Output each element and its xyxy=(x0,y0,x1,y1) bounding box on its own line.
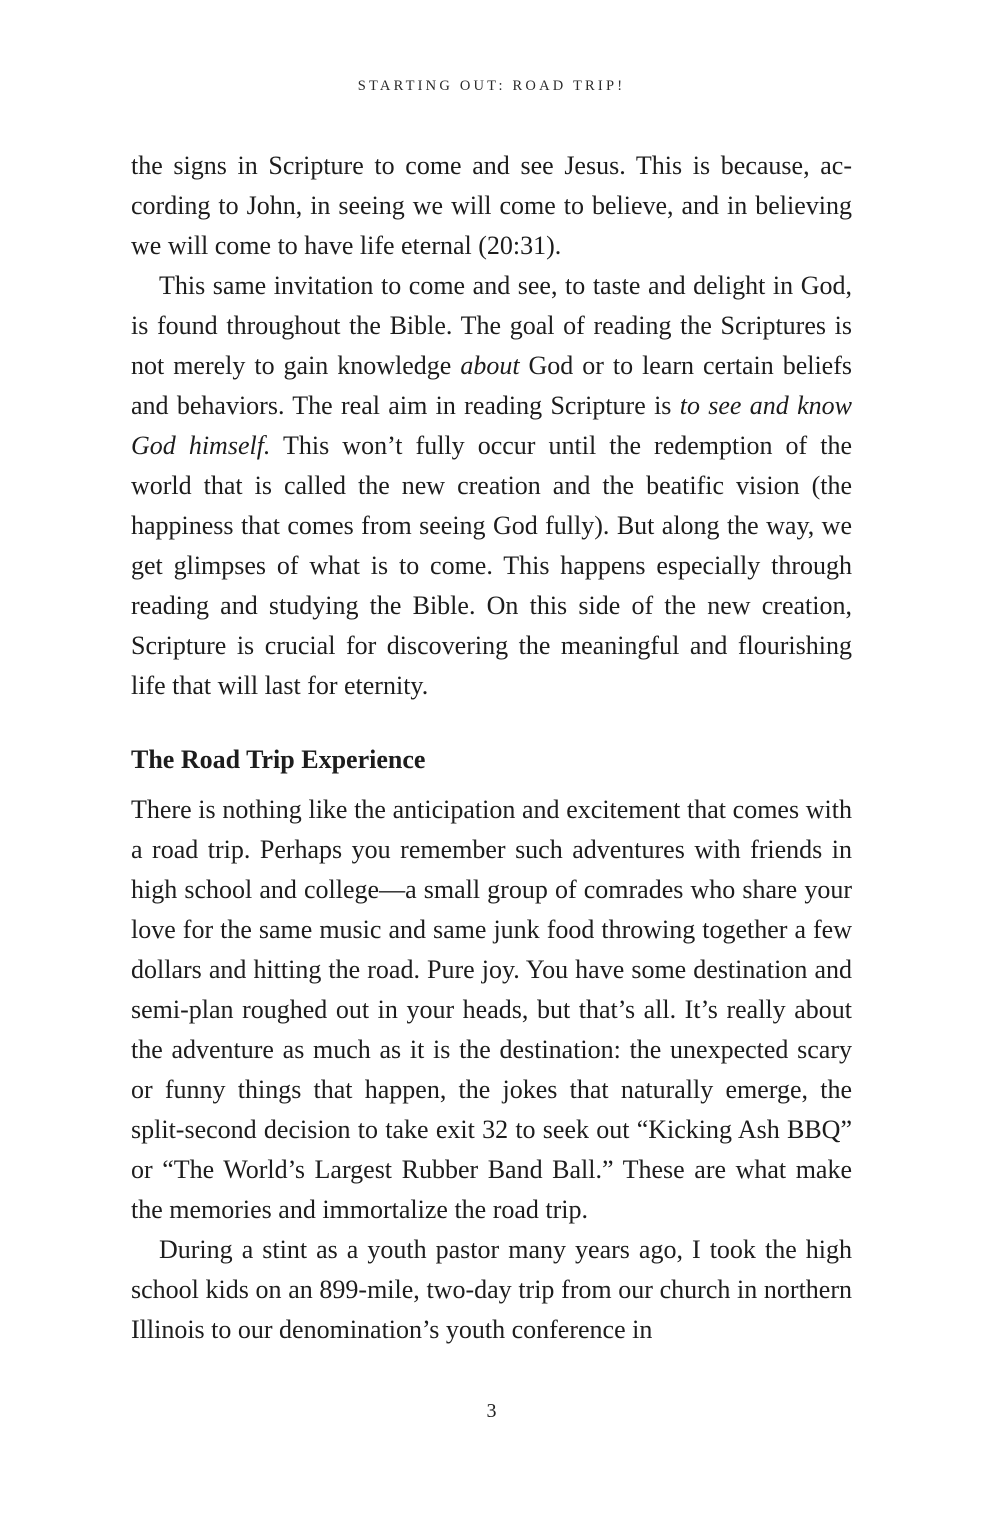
page-number: 3 xyxy=(486,1400,497,1422)
emphasis-about: about xyxy=(460,351,520,380)
paragraph-2 xyxy=(131,266,852,706)
paragraph-1: the signs in Scripture to come and see Jesus. This is because, according to John, in seeing we will come to believe, and in believing we will come to have life eternal (20:31). xyxy=(131,151,852,260)
paragraph-3: There is nothing like the anticipation and excitement that comes with a road trip. Perhaps you remember such adventures with friends in high school and college—a small group of comrades who share your love for the same music and same junk food throwing together a few dollars and hitting the road. Pure joy. You have some destination and semi-plan roughed out in your heads, but that’s all. It’s really about the adventure as much as it is the destination: the unexpected scary or funny things that happen, the jokes that naturally emerge, the split-second decision to take exit 32 to seek out “Kicking Ash BBQ” or “The World’s Largest Rubber Band Ball.” These are what make the memories and immortalize the road trip. xyxy=(131,795,852,1224)
emphasis-see-know-god: to see and know God himself. xyxy=(131,391,852,460)
running-header: STARTING OUT: ROAD TRIP! xyxy=(357,78,626,94)
section-heading: The Road Trip Experience xyxy=(131,745,426,774)
paragraph-2-text-b: God or to learn certain beliefs and behaviors. The real aim in reading Scripture is xyxy=(131,351,852,420)
body-text xyxy=(131,146,852,1350)
paragraph-2-text-a: This same invitation to come and see, to taste and delight in God, is found throughout the Bible. The goal of reading the Scriptures is not merely to gain knowledge xyxy=(131,271,852,380)
paragraph-4: During a stint as a youth pastor many years ago, I took the high school kids on an 899-mile, two-day trip from our church in northern Illinois to our denomination’s youth conference in xyxy=(131,1235,852,1344)
paragraph-2-text-c: This won’t fully occur until the redemption of the world that is called the new creation and the beatific vision (the happiness that comes from seeing God fully). But along the way, we get glimpses of what is to come. This happens especially through reading and studying the Bible. On this side of the new creation, Scripture is crucial for discovering the meaningful and flourishing life that will last for eternity. xyxy=(131,431,852,700)
